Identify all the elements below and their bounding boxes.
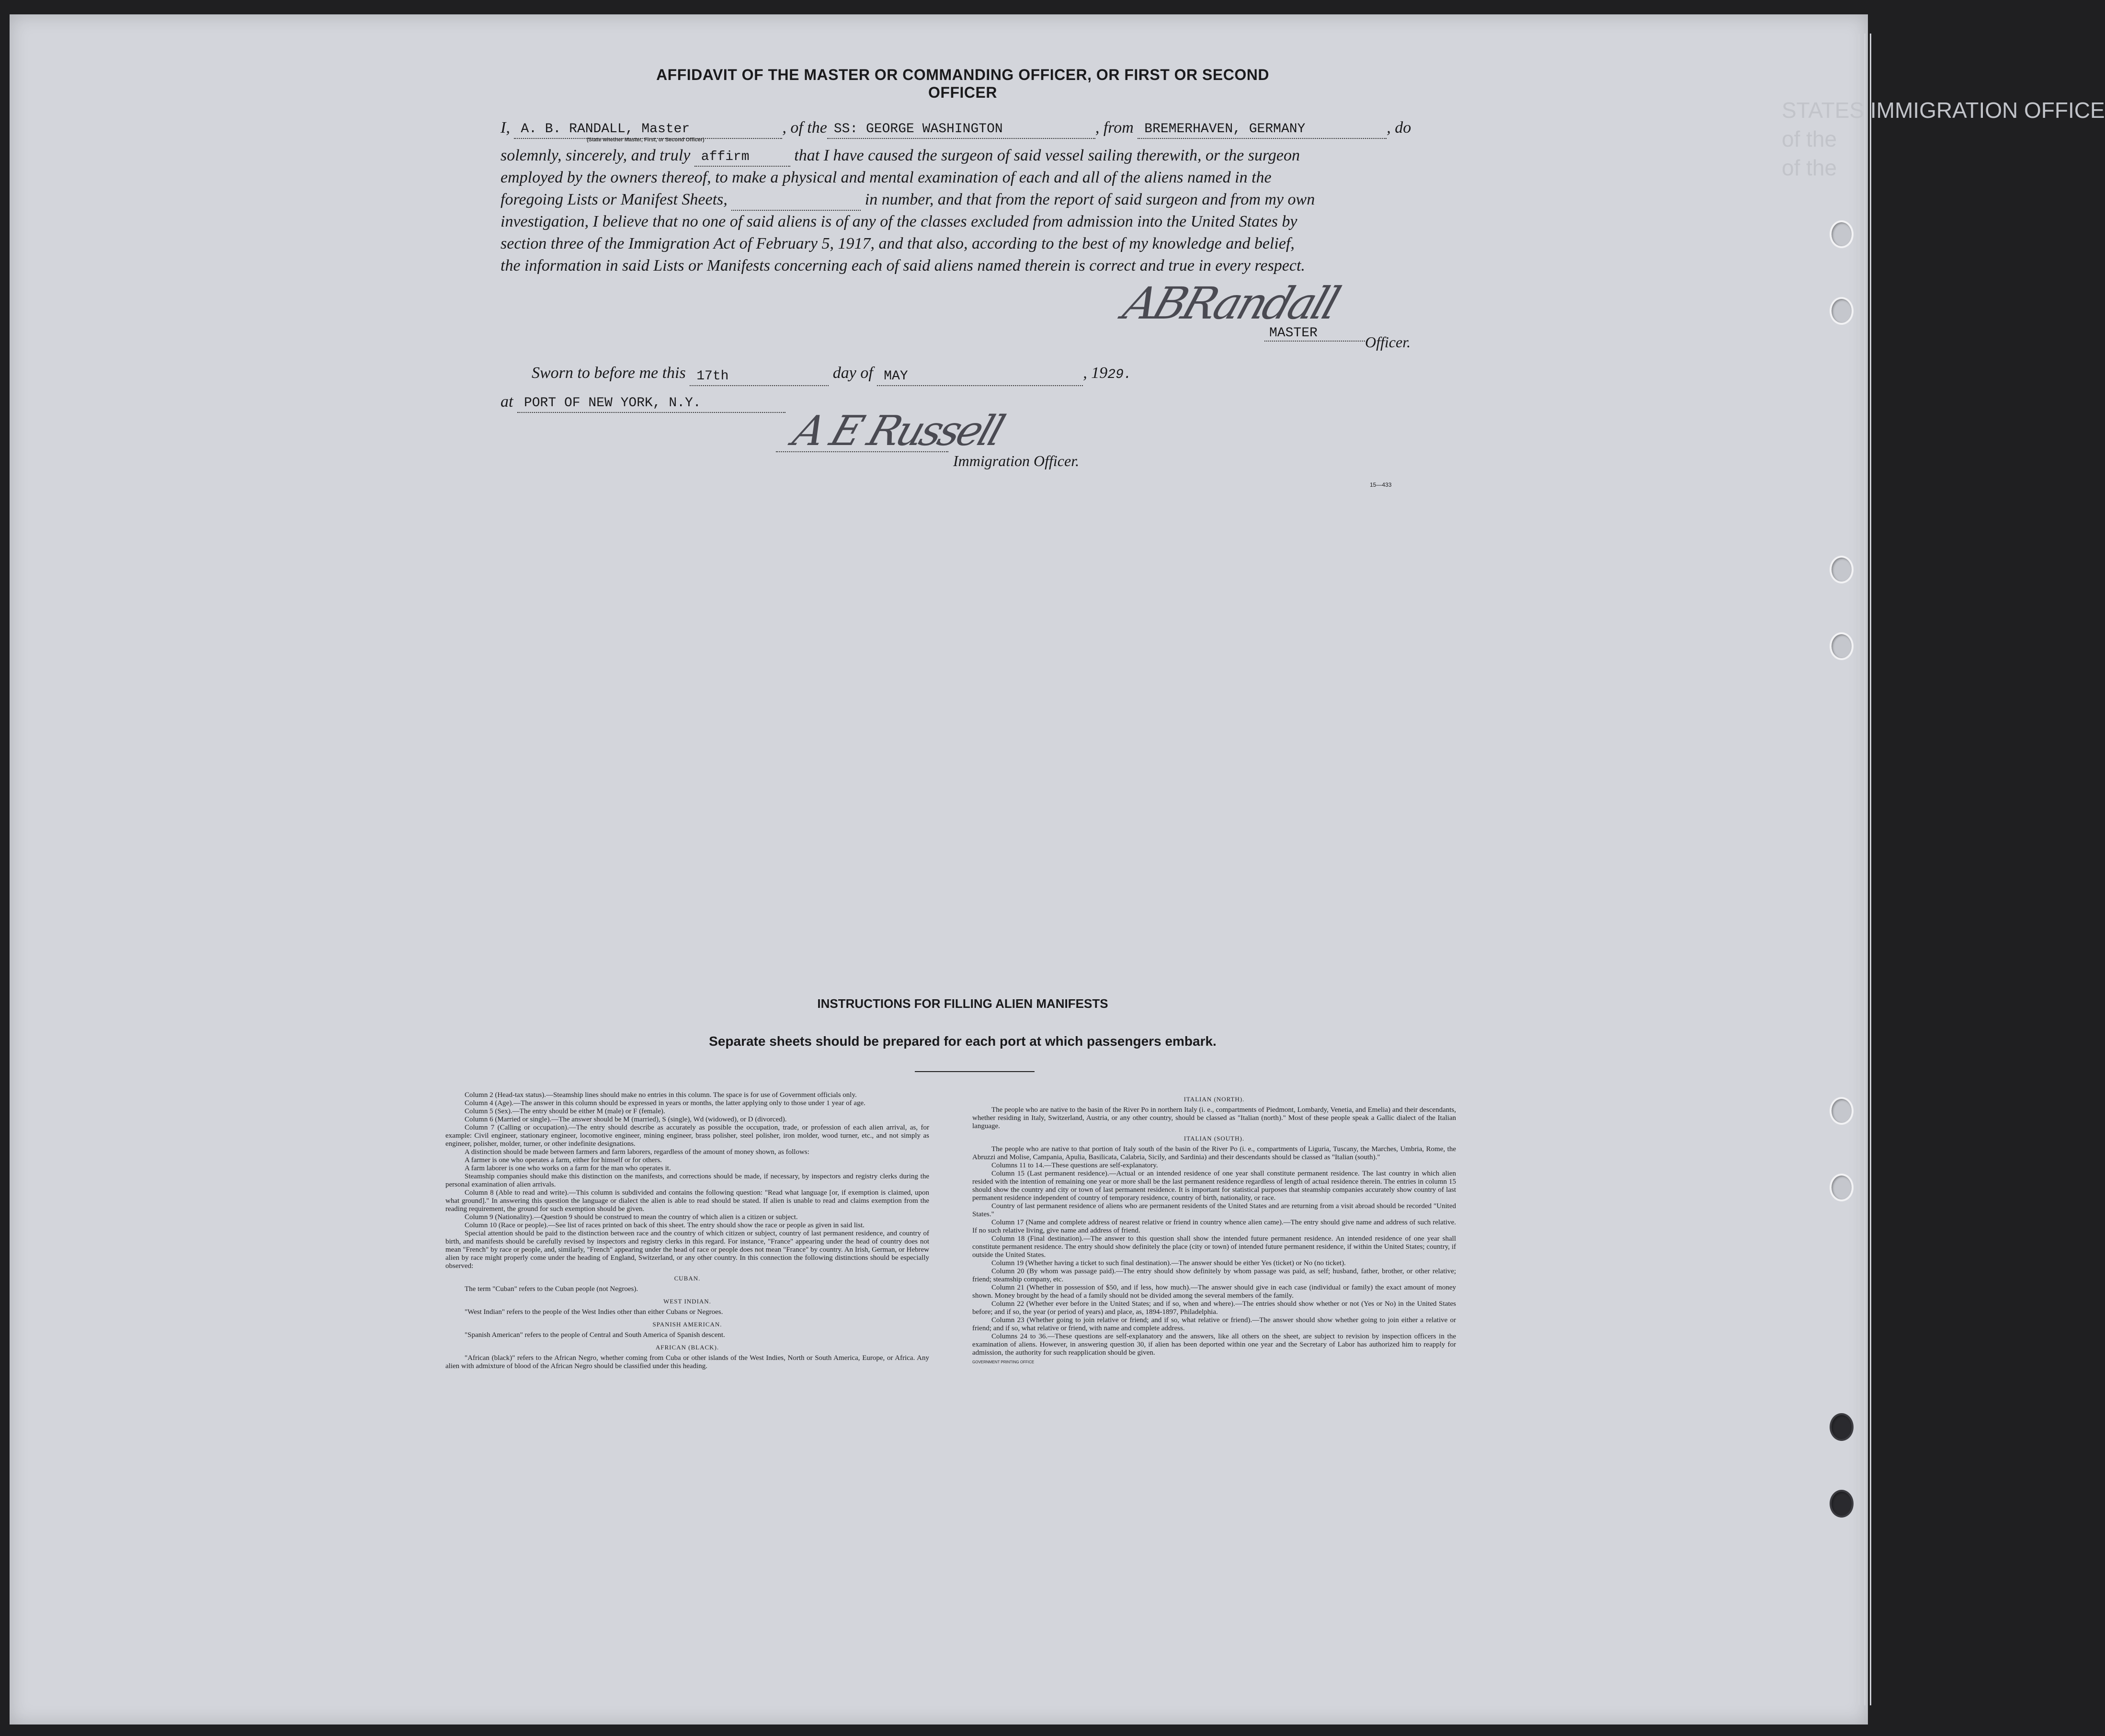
affidavit-text: , of the (782, 119, 827, 137)
instruction-paragraph: "Spanish American" refers to the people of Central and South America of Spanish descent. (465, 1331, 725, 1339)
affidavit-text: , do (1387, 119, 1411, 137)
instruction-paragraph: Column 21 (Whether in possession of $50, and if less, how much).—The answer should give in each case (individual or family) the exact amount of money shown. Money brought by the head of a family should not be divided among the several members of the family. (972, 1284, 1456, 1300)
officer-note: (State whether Master, First, or Second Officer) (587, 137, 705, 143)
instructions-title: INSTRUCTIONS FOR FILLING ALIEN MANIFESTS (817, 996, 1108, 1011)
instruction-paragraph: Column 2 (Head-tax status).—Steamship lines should make no entries in this column. The space is for use of Government officials only. (465, 1091, 857, 1099)
sworn-line (532, 362, 1446, 386)
affidavit-line-2 (501, 145, 1415, 167)
instruction-paragraph: Column 4 (Age).—The answer in this column should be expressed in years or months, the latter applying only to those under 1 year of age. (465, 1099, 865, 1107)
departure-port-field: BREMERHAVEN, GERMANY (1138, 121, 1387, 139)
instruction-paragraph: A farmer is one who operates a farm, either for himself or for others. (465, 1156, 662, 1164)
affidavit-line-4 (501, 189, 1415, 211)
instruction-paragraph: Column 18 (Final destination).—The answer to this question shall show the intended future permanent residence. An intended residence of one year shall constitute permanent residence. The entry should show definitely the place (city or town) of intended future permanent residence, if within the United States; country, if outside the United States. (972, 1235, 1456, 1259)
binder-hole (1830, 556, 1854, 583)
signature-line (776, 451, 948, 452)
printer-imprint: GOVERNMENT PRINTING OFFICE (972, 1360, 1035, 1364)
affidavit-line-1 (501, 117, 1415, 139)
binder-hole (1830, 220, 1854, 248)
instruction-paragraph: Column 17 (Name and complete address of nearest relative or friend in country whence alien came).—The entry should give name and address of such relative. If no such relative living, give name and address of friend. (972, 1219, 1456, 1234)
instruction-paragraph: Columns 24 to 36.—These questions are self-explanatory and the answers, like all others on the sheet, are subject to revision by inspection officers in the examination of aliens. However, in answering question 30, if alien has been deported within one year and the Secretary of Labor has authorized him to reapply for admission, the authority for such reapplication should be given. (972, 1333, 1456, 1357)
instruction-paragraph: Column 5 (Sex).—The entry should be either M (male) or F (female). (465, 1108, 665, 1115)
instruction-paragraph: Column 6 (Married or single).—The answer should be M (married), S (single), Wd (widowed), or D (divorced). (465, 1116, 787, 1123)
instruction-paragraph: A farm laborer is one who works on a farm for the man who operates it. (465, 1165, 671, 1172)
divider (915, 1071, 1035, 1072)
instruction-paragraph: Column 19 (Whether having a ticket to such final destination).—The answer should be either Yes (ticket) or No (no ticket). (991, 1259, 1346, 1267)
instructions-subtitle: Separate sheets should be prepared for each port at which passengers embark. (709, 1034, 1217, 1049)
instruction-paragraph: Columns 11 to 14.—These questions are self-explanatory. (991, 1162, 1158, 1169)
instruction-paragraph: Column 20 (By whom was passage paid).—The entry should show definitely by whom passage was paid, as self; husband, father, brother, or other relative; friend; steamship company, etc. (972, 1268, 1456, 1283)
affidavit-line-6: section three of the Immigration Act of February 5, 1917, and that also, according to the best of my knowledge and belief, (501, 235, 1295, 252)
immigration-officer-label: Immigration Officer. (953, 452, 1080, 469)
ship-name-field: SS: GEORGE WASHINGTON (827, 121, 1095, 139)
affidavit-title: AFFIDAVIT OF THE MASTER OR COMMANDING OFFICER, OR FIRST OR SECOND OFFICER (656, 66, 1269, 101)
master-rank: MASTER (1264, 326, 1365, 342)
binder-hole (1830, 297, 1854, 325)
section-heading: SPANISH AMERICAN. (652, 1321, 722, 1328)
sworn-day-field: 17th (690, 368, 829, 386)
affidavit-text: foregoing Lists or Manifest Sheets, (501, 191, 728, 208)
instruction-paragraph: Column 15 (Last permanent residence).—Actual or an intended residence of one year shall constitute permanent residence. The last country in which alien resided with the intention of remaining one year or more shall be the last permanent residence regardless of length of actual residence therein. The entries in column 15 should show the country and city or town of last permanent residence. It is important for statistical purposes that steamship companies accurately show country of last permanent residence independent of country of temporary residence, country of birth, nationality, or race. (972, 1170, 1456, 1202)
affidavit-text: , from (1095, 119, 1134, 137)
ghost-line: of the (1782, 126, 1837, 151)
bleed-through-text (1782, 96, 2105, 240)
sworn-place-field: PORT OF NEW YORK, N.Y. (517, 395, 785, 413)
instruction-paragraph: The people who are native to the basin of the River Po in northern Italy (i. e., compartments of Piedmont, Lombardy, Venetia, and Emelia) and their descendants, whether residing in Italy, Switzerland, Austria, or any other country, should be classed as "Italian (north)." Most of these people speak a Gallic dialect of the Italian language. (972, 1106, 1456, 1130)
ghost-line: of the (1782, 155, 1837, 180)
binder-hole (1830, 1490, 1854, 1518)
affidavit-line-3: employed by the owners thereof, to make a physical and mental examination of each and all of the aliens named in the (501, 169, 1272, 186)
officer-name-field: A. B. RANDALL, Master (514, 121, 782, 139)
instruction-paragraph: The term "Cuban" refers to the Cuban people (not Negroes). (465, 1285, 638, 1293)
instruction-paragraph: Column 22 (Whether ever before in the United States; and if so, when and where).—The entries should show whether or not (Yes or No) in the United States before; and if so, the year (or period of years) and place, as, 1894-1897, Philadelphia. (972, 1300, 1456, 1316)
instructions-left-column (445, 1091, 929, 1371)
page-edge (1870, 34, 1876, 1705)
instruction-paragraph: Column 10 (Race or people).—See list of races printed on back of this sheet. The entry should show the race or people as given in said list. (465, 1222, 865, 1229)
sworn-month-field: MAY (877, 368, 1083, 386)
instructions-right-column (972, 1091, 1456, 1366)
form-number: 15—433 (1370, 481, 1392, 488)
section-heading: ITALIAN (SOUTH). (1183, 1135, 1245, 1142)
sworn-year: 29. (1107, 367, 1132, 382)
instruction-paragraph: The people who are native to that portion of Italy south of the basin of the River Po (i. e., compartments of Liguria, Tuscany, the Marches, Umbria, Rome, the Abruzzi and Molise, Campania, Apulia, Basilicata, Calabria, Sicily, and Sardinia) and their descendants should be classed as "Italian (south)." (972, 1145, 1456, 1161)
master-signature: ABRandall (1117, 278, 1344, 329)
affidavit-text: I, (501, 119, 510, 137)
instruction-paragraph: A distinction should be made between farmers and farm laborers, regardless of the amount of money shown, as follows: (465, 1148, 809, 1156)
section-heading: AFRICAN (BLACK). (655, 1344, 719, 1351)
instruction-paragraph: Column 9 (Nationality).—Question 9 should be construed to mean the country of which alien is a citizen or subject. (465, 1213, 798, 1221)
affidavit-text: solemnly, sincerely, and truly (501, 147, 691, 164)
affidavit-line-5: investigation, I believe that no one of said aliens is of any of the classes excluded from admission into the United States by (501, 213, 1297, 230)
affidavit-text: day of (832, 364, 873, 382)
binder-hole (1830, 1413, 1854, 1441)
ghost-line: STATES IMMIGRATION OFFICE (1782, 98, 2105, 123)
section-heading: CUBAN. (674, 1275, 701, 1282)
binder-hole (1830, 632, 1854, 660)
affidavit-text: that I have caused the surgeon of said vessel sailing therewith, or the surgeon (794, 147, 1300, 164)
instruction-paragraph: Column 7 (Calling or occupation).—The entry should describe as accurately as possible the occupation, trade, or profession of each alien arrival, as, for example: Civil engineer, stationary engineer, locomotive engineer, mining engineer, brass polisher, steel polisher, iron molder, wood turner, etc., and not simply as engineer, polisher, molder, turner, or other indefinite designations. (445, 1124, 929, 1148)
instruction-paragraph: "West Indian" refers to the people of the West Indies other than either Cubans or Negroes. (465, 1308, 723, 1316)
binder-hole (1830, 1174, 1854, 1201)
section-heading: ITALIAN (NORTH). (1183, 1096, 1245, 1103)
instruction-paragraph: "African (black)" refers to the African Negro, whether coming from Cuba or other islands of the West Indies, North or South America, Europe, or Africa. Any alien with admixture of blood of the African Negro should be classified under this heading. (445, 1354, 929, 1370)
affidavit-text: , 19 (1083, 364, 1108, 382)
affirm-field: affirm (694, 148, 790, 167)
instruction-paragraph: Country of last permanent residence of aliens who are permanent residents of the United States and are returning from a visit abroad should be recorded "United States." (972, 1202, 1456, 1218)
instruction-paragraph: Steamship companies should make this distinction on the manifests, and corrections should be made, if necessary, by inspectors and registry clerks during the personal examination of alien arrivals. (445, 1173, 929, 1188)
affidavit-text: in number, and that from the report of said surgeon and from my own (865, 191, 1315, 208)
officer-label: Officer. (1365, 333, 1411, 351)
instruction-paragraph: Column 8 (Able to read and write).—This column is subdivided and contains the following question: "Read what language [or, if exemption is claimed, upon what ground]." In answering this question the language or dialect the alien is able to read should be stated. If alien is unable to read and claims exemption from the reading requirement, the ground for such exemption should be given. (445, 1189, 929, 1213)
affidavit-line-7: the information in said Lists or Manifests concerning each of said aliens named therein is correct and true in every respect. (501, 257, 1305, 274)
instruction-paragraph: Special attention should be paid to the distinction between race and the country of which citizen or subject, country of last permanent residence, and country of birth, and manifests should be carefully revised by inspectors and registry clerks in this regard. For instance, "France" appearing under the head of country does not mean "French" by race or people, and, similarly, "French" appearing under the head of race or people does not mean "France" by country. An Irish, German, or Hebrew alien by race might properly come under the heading of England, Switzerland, or any other country. In this connection the following distinctions should be especially observed: (445, 1230, 929, 1270)
immigration-officer-signature: A E Russell (787, 407, 1008, 455)
instruction-paragraph: Column 23 (Whether going to join relative or friend; and if so, what relative or friend).—The answer should show whether going to join either a relative or friend; and if so, what relative or friend, with name and complete address. (972, 1316, 1456, 1332)
binder-hole (1830, 1097, 1854, 1125)
affidavit-text: at (501, 393, 513, 411)
affidavit-text: Sworn to before me this (532, 364, 686, 382)
section-heading: WEST INDIAN. (663, 1298, 711, 1305)
